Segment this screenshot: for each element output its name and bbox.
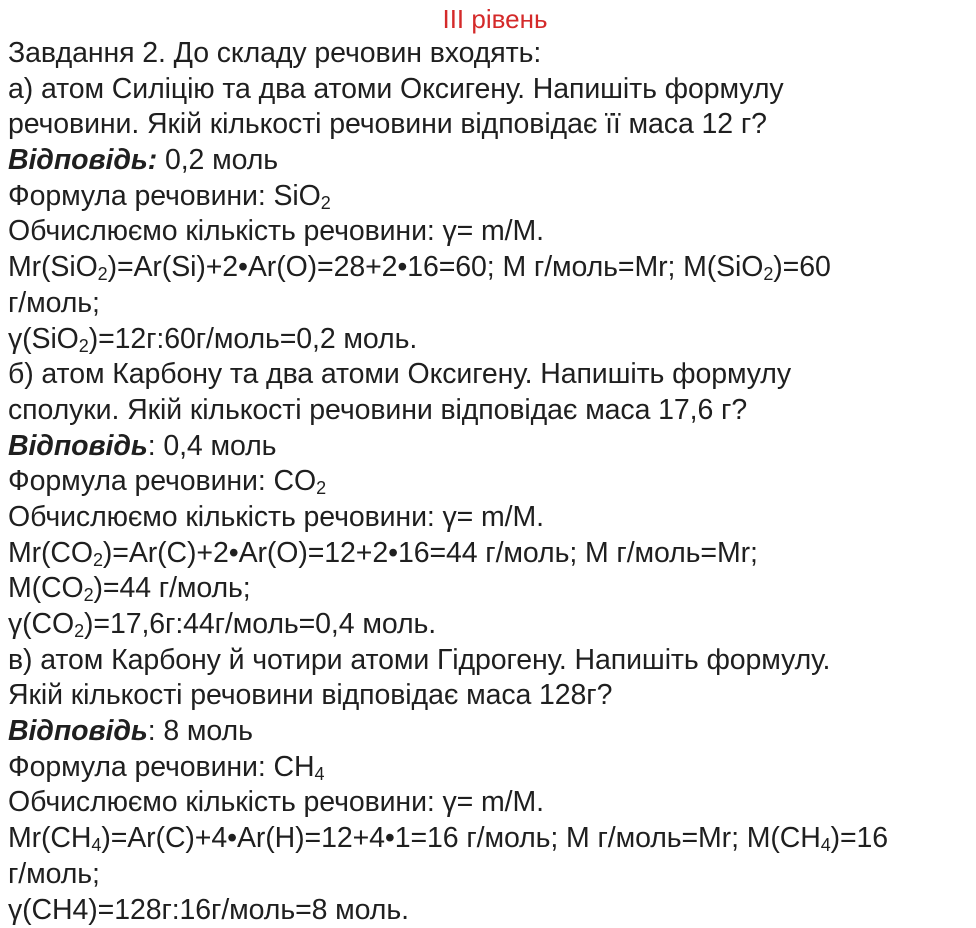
part-b-calc-intro: Обчислюємо кількість речовини: γ= m/M. xyxy=(8,500,976,536)
formula-text: )=Ar(C)+2•Ar(O)=12+2•16=44 г/моль; М г/моль=Mr; xyxy=(103,537,758,569)
answer-label: Відповідь xyxy=(8,430,148,462)
part-c-answer xyxy=(8,714,976,750)
formula-text: Mr(SiO xyxy=(8,251,98,283)
part-a-amount xyxy=(8,322,976,358)
part-a-calc-intro: Обчислюємо кількість речовини: γ= m/M. xyxy=(8,214,976,250)
task-heading: Завдання 2. До складу речовин входять: xyxy=(8,36,976,72)
answer-colon: : xyxy=(148,144,157,176)
subscript: 2 xyxy=(93,550,103,570)
subscript: 2 xyxy=(98,264,108,284)
formula-text: )=60 xyxy=(773,251,830,283)
part-c-amount: γ(CH4)=128г:16г/моль=8 моль. xyxy=(8,893,976,928)
subscript: 2 xyxy=(79,336,89,356)
part-a-formula xyxy=(8,179,976,215)
part-a-question-line-2: речовини. Якій кількості речовини відповідає її маса 12 г? xyxy=(8,107,976,143)
formula-text: Формула речовини: SiO xyxy=(8,180,321,212)
formula-text: Формула речовини: CO xyxy=(8,465,316,497)
part-c-question-line-2: Якій кількості речовини відповідає маса 128г? xyxy=(8,678,976,714)
part-c-molar-mass xyxy=(8,821,976,857)
part-b-amount xyxy=(8,607,976,643)
formula-text: )=17,6г:44г/моль=0,4 моль. xyxy=(84,608,436,640)
part-b-molar-mass-cont xyxy=(8,571,976,607)
part-b-formula xyxy=(8,464,976,500)
answer-label: Відповідь xyxy=(8,715,148,747)
part-a-molar-mass xyxy=(8,250,976,286)
formula-text: Mr(CO xyxy=(8,537,93,569)
subscript: 2 xyxy=(321,193,331,213)
part-b-question-line-1: б) атом Карбону та два атоми Оксигену. Напишіть формулу xyxy=(8,357,976,393)
part-c-formula xyxy=(8,750,976,786)
part-a-answer xyxy=(8,143,976,179)
part-c-molar-mass-cont: г/моль; xyxy=(8,857,976,893)
answer-value: : 0,4 моль xyxy=(148,430,277,462)
subscript: 2 xyxy=(84,585,94,605)
part-b-question-line-2: сполуки. Якій кількості речовини відповідає маса 17,6 г? xyxy=(8,393,976,429)
part-c-question-line-1: в) атом Карбону й чотири атоми Гідрогену. Напишіть формулу. xyxy=(8,643,976,679)
task-content xyxy=(8,36,976,928)
formula-text: )=Ar(C)+4•Ar(H)=12+4•1=16 г/моль; М г/моль=Mr; M(CH xyxy=(101,822,820,854)
subscript: 2 xyxy=(74,621,84,641)
part-a-molar-mass-cont: г/моль; xyxy=(8,286,976,322)
answer-value: : 8 моль xyxy=(148,715,253,747)
subscript: 4 xyxy=(821,835,831,855)
subscript: 4 xyxy=(314,764,324,784)
formula-text: Формула речовини: CH xyxy=(8,751,314,783)
answer-label: Відповідь xyxy=(8,144,148,176)
part-b-molar-mass xyxy=(8,536,976,572)
part-a-question-line-1: а) атом Силіцію та два атоми Оксигену. Напишіть формулу xyxy=(8,72,976,108)
subscript: 2 xyxy=(763,264,773,284)
subscript: 4 xyxy=(91,835,101,855)
level-title: ІІІ рівень xyxy=(0,3,976,35)
part-b-answer xyxy=(8,429,976,465)
formula-text: )=12г:60г/моль=0,2 моль. xyxy=(89,323,417,355)
formula-text: )=16 xyxy=(831,822,888,854)
formula-text: γ(CO xyxy=(8,608,74,640)
formula-text: M(CO xyxy=(8,572,84,604)
answer-value: 0,2 моль xyxy=(157,144,278,176)
part-c-calc-intro: Обчислюємо кількість речовини: γ= m/M. xyxy=(8,785,976,821)
formula-text: )=44 г/моль; xyxy=(94,572,251,604)
formula-text: )=Ar(Si)+2•Ar(O)=28+2•16=60; М г/моль=Mr; M(SiO xyxy=(108,251,764,283)
formula-text: γ(SiO xyxy=(8,323,79,355)
subscript: 2 xyxy=(316,478,326,498)
formula-text: Mr(CH xyxy=(8,822,91,854)
